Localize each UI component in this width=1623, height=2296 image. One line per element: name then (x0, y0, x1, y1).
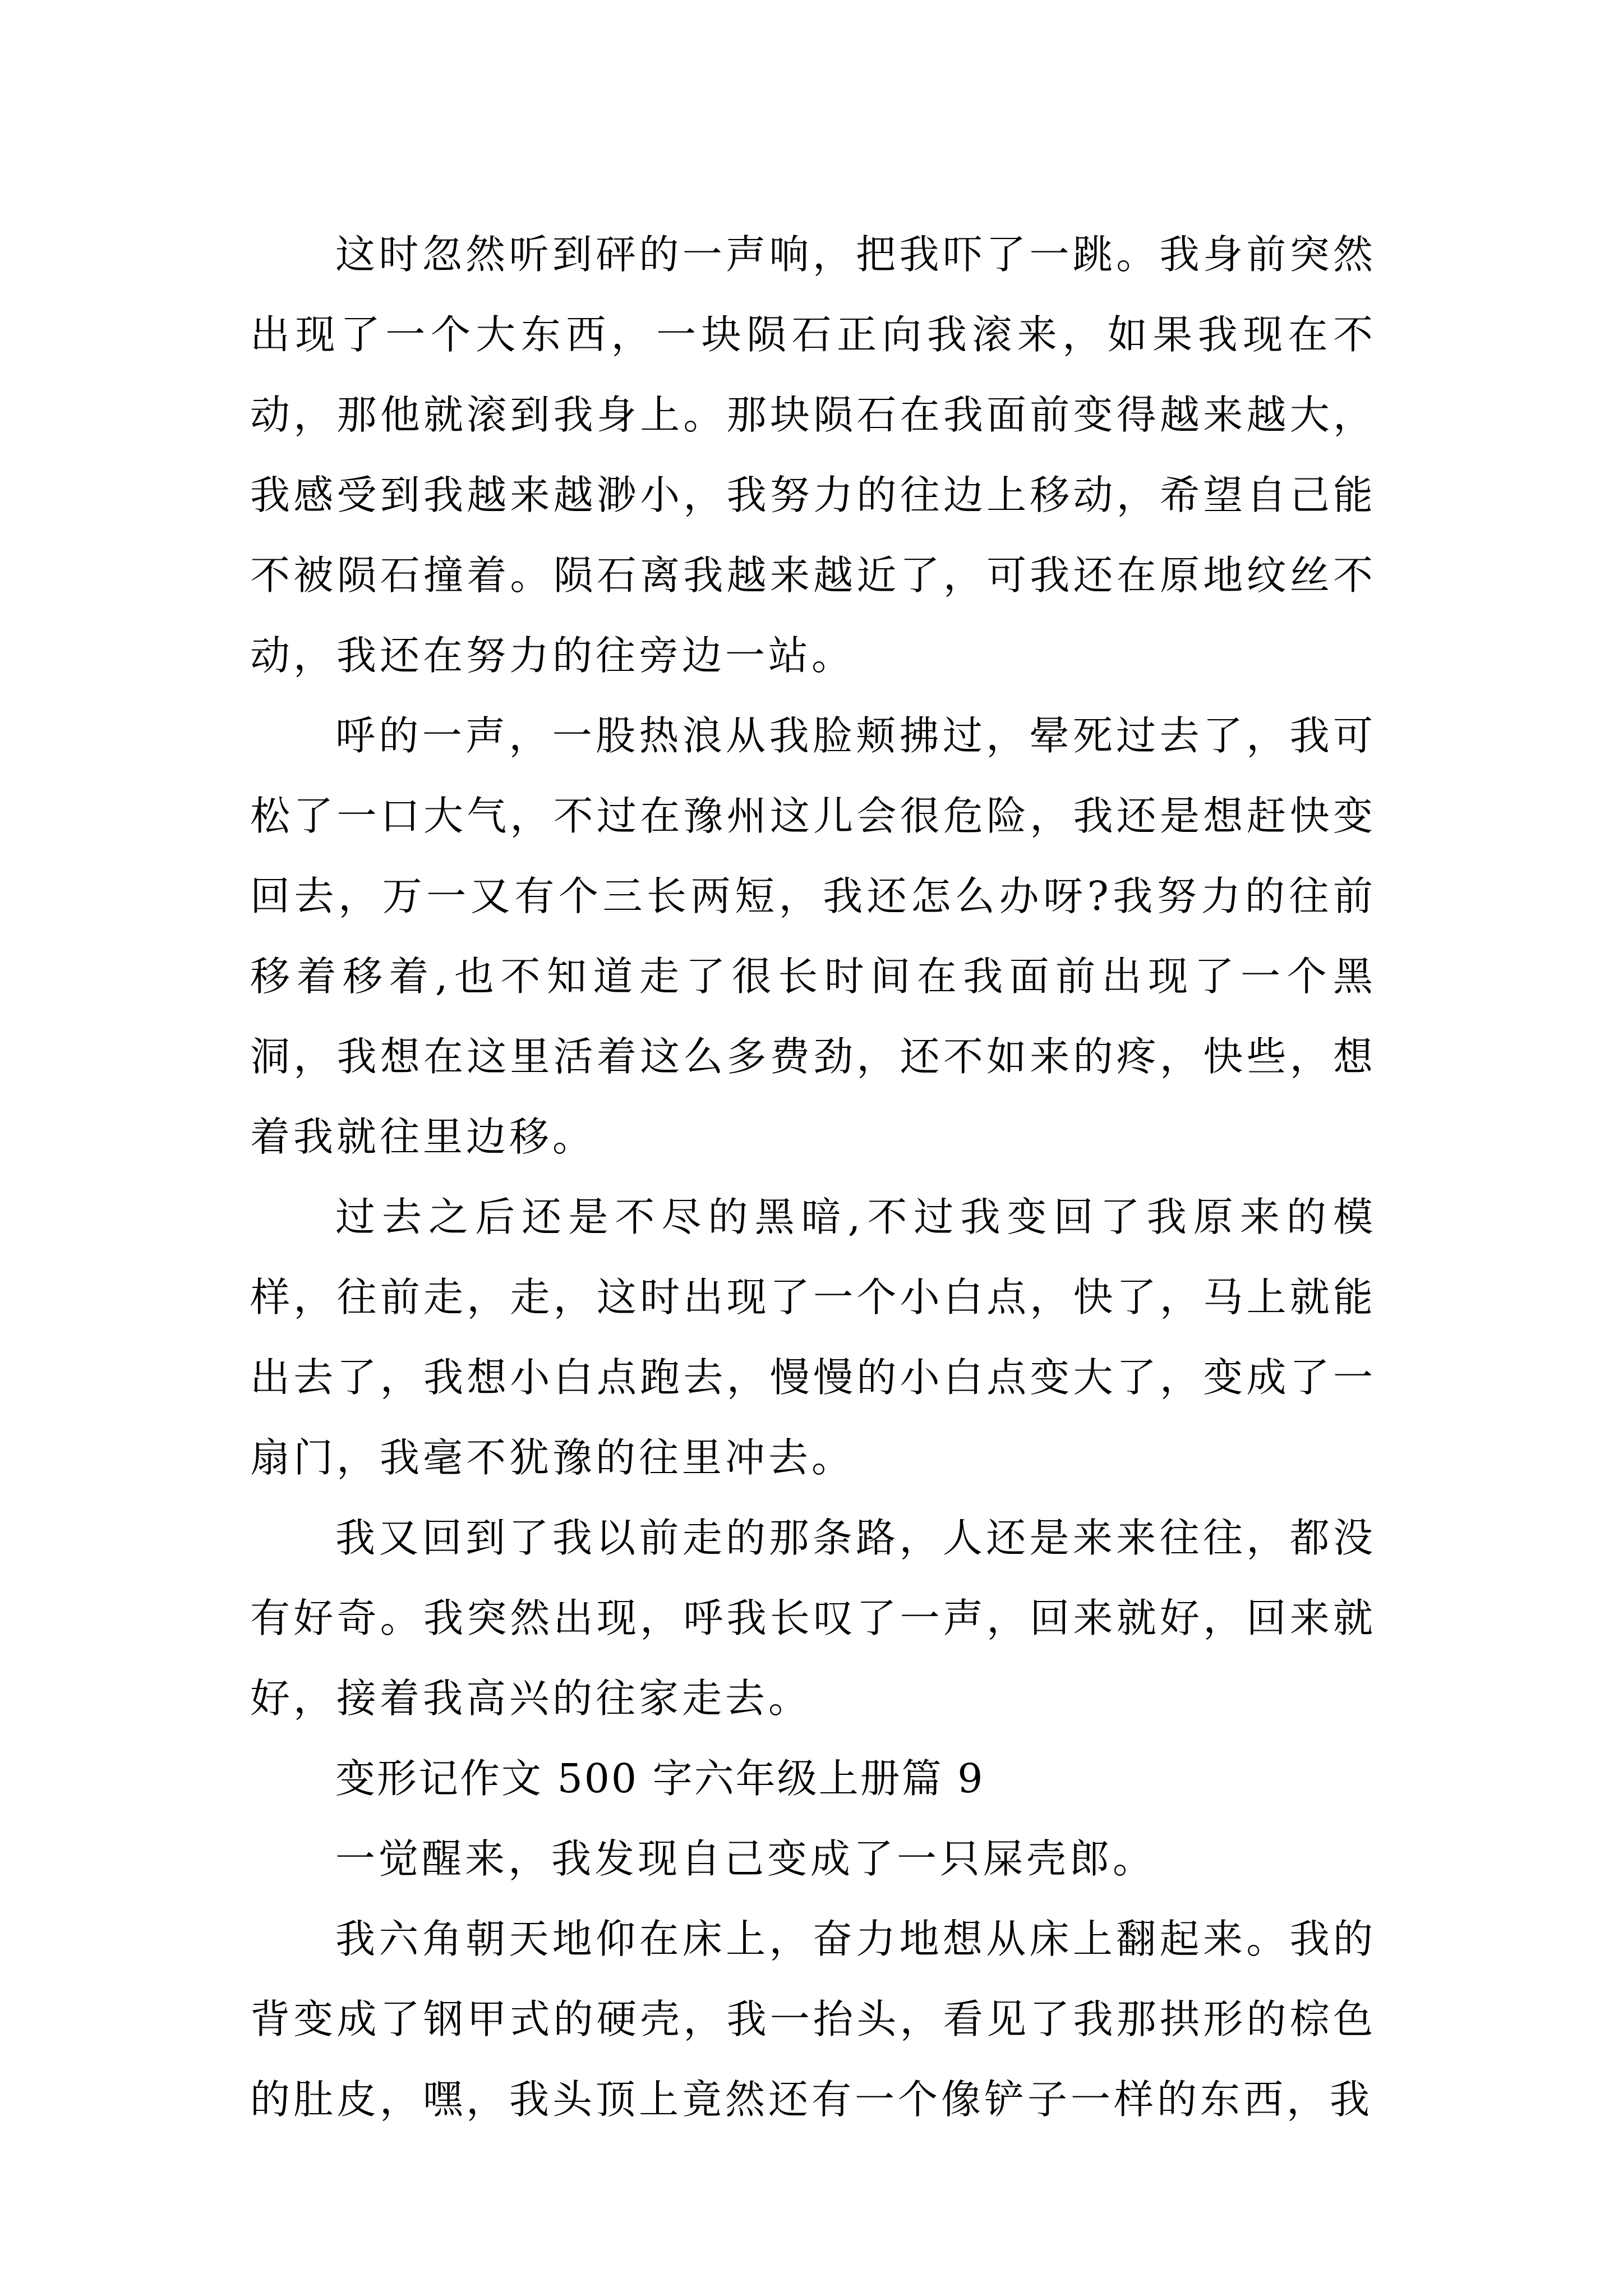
section-heading: 变形记作文 500 字六年级上册篇 9 (335, 1755, 985, 1802)
paragraph-black-hole: 呼的一声，一股热浪从我脸颊拂过，晕死过去了，我可松了一口大气，不过在豫州这儿会很危险，我还是想赶快变回去，万一又有个三长两短，我还怎么办呀?我努力的往前移着移着,也不知道走了很长时间在我面前出现了一个黑洞，我想在这里活着这么多费劲，还不如来的疼，快些，想着我就往里边移。 (250, 712, 1376, 1160)
paragraph-beetle-body: 我六角朝天地仰在床上，奋力地想从床上翻起来。我的背变成了钢甲式的硬壳，我一抬头，看见了我那拱形的棕色的肚皮，嘿，我头顶上竟然还有一个像铲子一样的东西，我 (250, 1916, 1376, 2123)
paragraph-return-home: 我又回到了我以前走的那条路，人还是来来往往，都没有好奇。我突然出现，呼我长叹了一声，回来就好，回来就好，接着我高兴的往家走去。 (250, 1515, 1376, 1722)
paragraph-white-dot: 过去之后还是不尽的黑暗,不过我变回了我原来的模样，往前走，走，这时出现了一个小白点，快了，马上就能出去了，我想小白点跑去，慢慢的小白点变大了，变成了一扇门，我毫不犹豫的往里冲去。 (250, 1194, 1376, 1481)
paragraph-meteorite: 这时忽然听到砰的一声响，把我吓了一跳。我身前突然出现了一个大东西，一块陨石正向我滚来，如果我现在不动，那他就滚到我身上。那块陨石在我面前变得越来越大，我感受到我越来越渺小，我努力的往边上移动，希望自己能不被陨石撞着。陨石离我越来越近了，可我还在原地纹丝不动，我还在努力的往旁边一站。 (250, 231, 1376, 679)
document-body (250, 214, 1376, 2139)
paragraph-wake-up: 一觉醒来，我发现自己变成了一只屎壳郎。 (335, 1835, 1156, 1882)
